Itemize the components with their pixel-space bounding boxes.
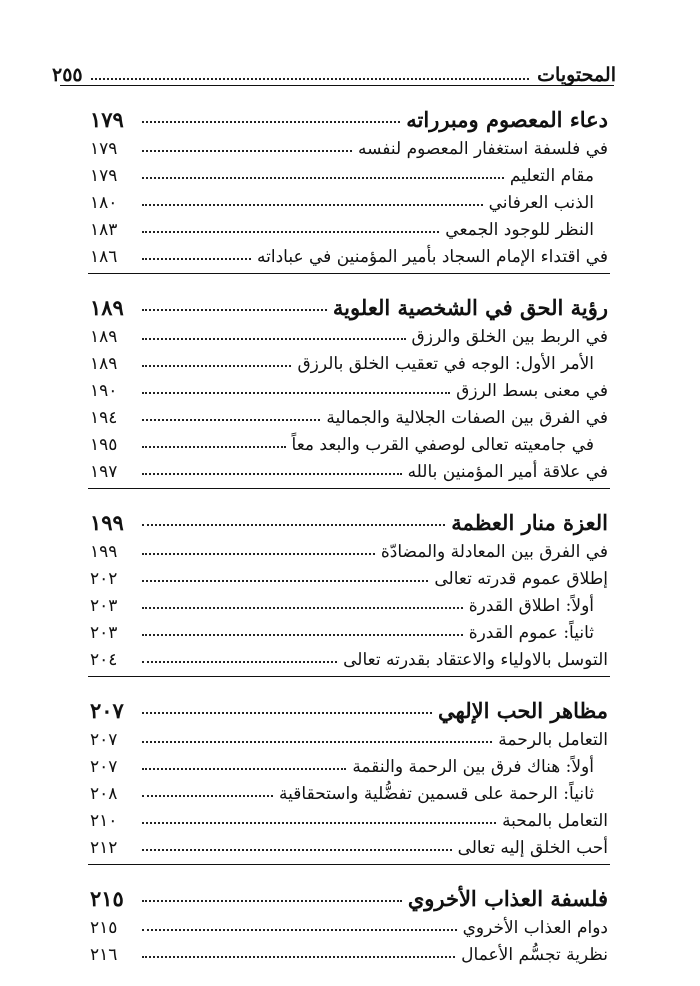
header-leader-dots	[91, 78, 530, 80]
entry-title: الأمر الأول: الوجه في تعقيب الخلق بالرزق	[297, 354, 594, 374]
leader-dots	[142, 956, 455, 958]
entry-page-number: ١٩٩	[90, 542, 118, 562]
toc-entry	[90, 562, 608, 589]
toc-entry	[90, 589, 608, 616]
leader-dots	[142, 634, 463, 636]
entry-page-number: ١٨٩	[90, 327, 118, 347]
leader-dots	[142, 822, 496, 824]
toc-entry	[90, 213, 608, 240]
toc-entry	[90, 347, 608, 374]
entry-page-number: ٢٠٣	[90, 596, 118, 616]
leader-dots	[142, 661, 337, 663]
leader-dots	[142, 419, 320, 421]
section-divider	[88, 676, 610, 677]
toc-section	[90, 499, 608, 677]
leader-dots	[142, 795, 273, 797]
entry-page-number: ٢٠٨	[90, 784, 118, 804]
entry-title: نظرية تجسُّم الأعمال	[461, 945, 608, 965]
entry-title: أحب الخلق إليه تعالى	[457, 838, 608, 858]
leader-dots	[142, 849, 452, 851]
header-title: المحتويات	[537, 64, 616, 86]
leader-dots	[142, 177, 504, 179]
entry-title: الذنب العرفاني	[488, 193, 594, 213]
toc-entry	[90, 911, 608, 938]
entry-title: في جامعيته تعالى لوصفي القرب والبعد معاً	[291, 435, 594, 455]
entry-page-number: ١٩٧	[90, 462, 118, 482]
leader-dots	[142, 768, 346, 770]
section-page-number: ٢١٥	[90, 886, 124, 911]
entry-page-number: ١٨٠	[90, 193, 118, 213]
section-page-number: ١٧٩	[90, 107, 124, 132]
leader-dots	[142, 446, 286, 448]
entry-title: في الفرق بين الصفات الجلالية والجمالية	[326, 408, 608, 428]
leader-dots	[142, 580, 428, 582]
entry-page-number: ٢٠٣	[90, 623, 118, 643]
section-title: مظاهر الحب الإلهي	[438, 698, 608, 723]
leader-dots	[142, 258, 251, 260]
toc-entry	[90, 455, 608, 482]
section-page-number: ٢٠٧	[90, 698, 124, 723]
leader-dots	[142, 741, 492, 743]
section-title: دعاء المعصوم ومبرراته	[406, 107, 608, 132]
leader-dots	[142, 524, 445, 526]
leader-dots	[142, 900, 402, 902]
toc-entry	[90, 616, 608, 643]
entry-page-number: ٢٠٢	[90, 569, 118, 589]
section-heading	[90, 875, 608, 911]
toc-section	[90, 687, 608, 865]
header-page-number: ٢٥٥	[52, 64, 83, 86]
leader-dots	[142, 309, 327, 311]
leader-dots	[142, 365, 291, 367]
section-title: العزة منار العظمة	[451, 510, 608, 535]
toc-entry	[90, 938, 608, 965]
entry-title: التعامل بالرحمة	[498, 730, 608, 750]
entry-page-number: ٢١٢	[90, 838, 118, 858]
entry-page-number: ٢٠٧	[90, 730, 118, 750]
section-page-number: ١٩٩	[90, 510, 124, 535]
toc-entry	[90, 374, 608, 401]
toc-entry	[90, 132, 608, 159]
toc-section	[90, 96, 608, 274]
toc-entry	[90, 401, 608, 428]
toc-entry	[90, 240, 608, 267]
entry-page-number: ١٨٩	[90, 354, 118, 374]
entry-title: في الفرق بين المعادلة والمضادّة	[380, 542, 608, 562]
toc-entry	[90, 723, 608, 750]
entry-title: أولاً: هناك فرق بين الرحمة والنقمة	[352, 757, 594, 777]
entry-page-number: ١٨٣	[90, 220, 118, 240]
entry-title: النظر للوجود الجمعي	[445, 220, 594, 240]
entry-title: مقام التعليم	[509, 166, 594, 186]
section-divider	[88, 864, 610, 865]
section-heading	[90, 687, 608, 723]
section-title: فلسفة العذاب الأخروي	[407, 886, 608, 911]
entry-title: في معنى بسط الرزق	[456, 381, 608, 401]
leader-dots	[142, 473, 402, 475]
leader-dots	[142, 607, 463, 609]
toc-entry	[90, 186, 608, 213]
table-of-contents	[90, 96, 608, 975]
section-divider	[88, 488, 610, 489]
leader-dots	[142, 929, 457, 931]
page-header	[52, 56, 616, 86]
toc-entry	[90, 831, 608, 858]
leader-dots	[142, 231, 439, 233]
toc-entry	[90, 643, 608, 670]
leader-dots	[142, 338, 406, 340]
toc-entry	[90, 777, 608, 804]
leader-dots	[142, 712, 432, 714]
toc-entry	[90, 320, 608, 347]
entry-page-number: ١٩٥	[90, 435, 118, 455]
entry-page-number: ١٩٤	[90, 408, 118, 428]
entry-title: في علاقة أمير المؤمنين بالله	[407, 462, 608, 482]
section-heading	[90, 499, 608, 535]
leader-dots	[142, 150, 352, 152]
entry-page-number: ١٨٦	[90, 247, 118, 267]
entry-title: في اقتداء الإمام السجاد بأمير المؤمنين في عباداته	[257, 247, 608, 267]
header-rule	[60, 85, 614, 86]
entry-page-number: ٢١٦	[90, 945, 118, 965]
entry-page-number: ١٧٩	[90, 139, 118, 159]
entry-title: ثانياً: الرحمة على قسمين تفضُّلية واستحقاقية	[279, 784, 594, 804]
entry-page-number: ٢١٠	[90, 811, 118, 831]
section-divider	[88, 273, 610, 274]
section-page-number: ١٨٩	[90, 295, 124, 320]
toc-entry	[90, 159, 608, 186]
toc-section	[90, 875, 608, 965]
leader-dots	[142, 553, 375, 555]
toc-entry	[90, 428, 608, 455]
leader-dots	[142, 121, 400, 123]
leader-dots	[142, 392, 450, 394]
toc-entry	[90, 535, 608, 562]
entry-title: إطلاق عموم قدرته تعالى	[434, 569, 608, 589]
toc-section	[90, 284, 608, 489]
toc-entry	[90, 804, 608, 831]
entry-title: التوسل بالاولياء والاعتقاد بقدرته تعالى	[343, 650, 608, 670]
entry-page-number: ١٧٩	[90, 166, 118, 186]
entry-page-number: ٢٠٧	[90, 757, 118, 777]
entry-page-number: ٢٠٤	[90, 650, 118, 670]
entry-title: في فلسفة استغفار المعصوم لنفسه	[357, 139, 608, 159]
entry-page-number: ١٩٠	[90, 381, 118, 401]
section-heading	[90, 284, 608, 320]
entry-title: التعامل بالمحبة	[502, 811, 608, 831]
section-title: رؤية الحق في الشخصية العلوية	[332, 295, 608, 320]
entry-title: أولاً: اطلاق القدرة	[468, 596, 594, 616]
entry-title: في الربط بين الخلق والرزق	[411, 327, 608, 347]
leader-dots	[142, 204, 483, 206]
entry-page-number: ٢١٥	[90, 918, 118, 938]
section-heading	[90, 96, 608, 132]
toc-entry	[90, 750, 608, 777]
entry-title: دوام العذاب الأخروي	[462, 918, 608, 938]
entry-title: ثانياً: عموم القدرة	[468, 623, 594, 643]
